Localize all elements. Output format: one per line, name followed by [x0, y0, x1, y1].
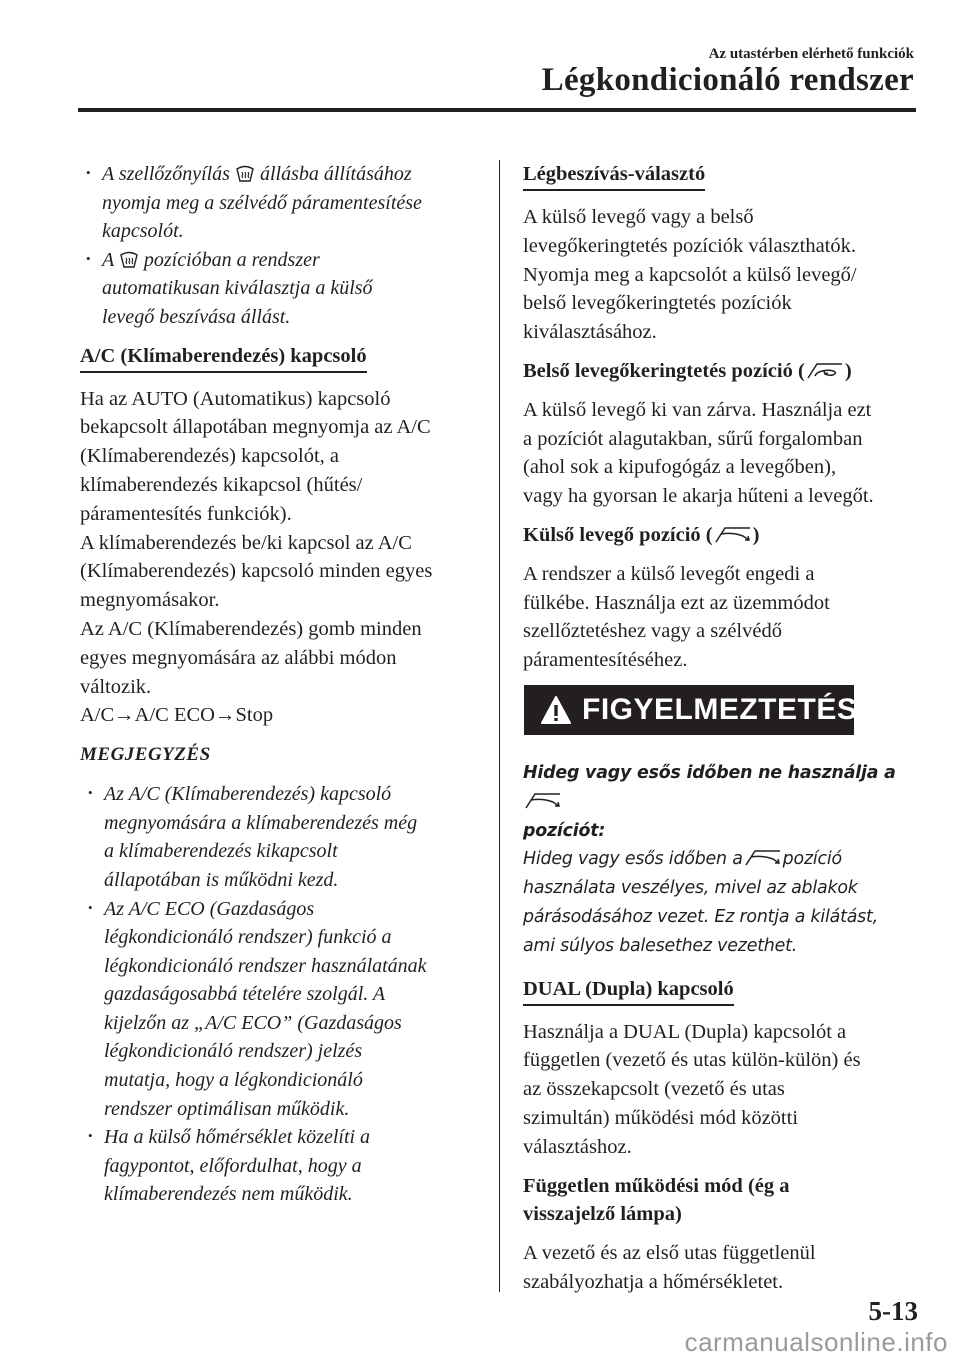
section-label: Az utastérben elérhető funkciók — [708, 46, 914, 62]
ac-switch-heading: A/C (Klímaberendezés) kapcsoló — [80, 342, 367, 373]
ac-paragraph-2: A klímaberendezés be/ki kapcsol az A/C (Klímaberendezés) kapcsoló minden egyes megnyomásakor. — [80, 531, 433, 612]
warning-triangle-icon — [540, 695, 572, 725]
note-item: • Az A/C ECO (Gazdaságos légkondicionáló rendszer) funkció a légkondicionáló rendszer használatának gazdaságosabbá tételére szolgál. A kijelzőn az „A/C ECO” (Gazdaságos légkondicionáló rendszer) jelzés mutatja, hogy a légkondicionáló rendszer optimálisan működik. — [80, 895, 480, 1124]
dual-paragraph: Használja a DUAL (Dupla) kapcsolót a független (vezető és utas külön-külön) és az összekapcsolt (vezető és utas szimultán) működési mód közötti választáshoz. — [523, 1020, 861, 1158]
page-number: 5-13 — [868, 1296, 918, 1326]
outside-air-icon — [743, 847, 783, 867]
note-list — [80, 780, 480, 1209]
recirculation-heading: Belső levegőkeringtetés pozíció ( ) — [523, 359, 852, 382]
intake-selector-heading: Légbeszívás-választó — [523, 160, 705, 191]
intake-paragraph: A külső levegő vagy a belső levegőkeringtetés pozíciók választhatók. Nyomja meg a kapcsolót a külső levegő/ belső levegőkeringtetés pozíciók kiválasztásához. — [523, 206, 857, 344]
outside-air-icon — [523, 790, 563, 810]
warning-title: Hideg vagy esős időben ne használja a pozíciót: — [523, 762, 896, 841]
warning-banner — [524, 685, 858, 735]
independent-mode-heading: Független működési mód (ég a visszajelző lámpa) — [523, 1174, 790, 1226]
warning-body: Hideg vagy esős időben a pozíció használata veszélyes, mivel az ablakok párásodásához vezet. Ez rontja a kilátást, ami súlyos balesethez vezethet. — [523, 849, 878, 956]
outside-air-heading: Külső levegő pozíció ( ) — [523, 523, 760, 546]
ac-paragraph-3: Az A/C (Klímaberendezés) gomb minden egyes megnyomására az alábbi módon változik. — [80, 617, 422, 698]
note-item: • Ha a külső hőmérséklet közelíti a fagypontot, előfordulhat, hogy a klímaberendezés nem működik. — [80, 1123, 480, 1209]
windshield-defroster-icon — [119, 251, 139, 269]
warning-label: FIGYELMEZTETÉS — [582, 692, 858, 726]
note-title: MEGJEGYZÉS — [80, 744, 211, 766]
ac-sequence: A/C→A/C ECO→Stop — [80, 704, 274, 727]
watermark: carmanualsonline.info — [684, 1327, 948, 1357]
outside-air-paragraph: A rendszer a külső levegőt engedi a fülkébe. Használja ezt az üzemmódot szellőztetéshez vagy a szélvédő páramentesítéséhez. — [523, 562, 830, 672]
windshield-defroster-icon — [235, 165, 255, 183]
recirculation-paragraph: A külső levegő ki van zárva. Használja ezt a pozíciót alagutakban, sűrű forgalomban (ahol sok a kipufogógáz a levegőben), vagy ha gyorsan le akarja hűteni a levegőt. — [523, 398, 874, 508]
recirculation-icon — [805, 360, 845, 380]
outside-air-icon — [713, 524, 753, 544]
right-column — [523, 160, 918, 1307]
bullet-auto-outside: • A pozícióban a rendszer automatikusan kiválasztja a külső levegő beszívása állást. — [80, 246, 480, 332]
dual-switch-heading: DUAL (Dupla) kapcsoló — [523, 975, 734, 1006]
column-divider — [499, 160, 500, 1292]
ac-paragraph-1: Ha az AUTO (Automatikus) kapcsoló bekapcsolt állapotában megnyomja az A/C (Klímaberendezés) kapcsolót, a klímaberendezés kikapcsol (hűtés/ páramentesítés funkciók). — [80, 387, 431, 525]
left-column — [80, 160, 480, 1209]
bullet-defroster-vent: • A szellőzőnyílás állásba állításához nyomja meg a szélvédő páramentesítése kapcsolót. — [80, 160, 480, 246]
page-title: Légkondicionáló rendszer — [541, 62, 914, 98]
note-item: • Az A/C (Klímaberendezés) kapcsoló megnyomására a klímaberendezés még a klímaberendezés kikapcsolt állapotában is működni kezd. — [80, 780, 480, 894]
independent-mode-paragraph: A vezető és az első utas függetlenül szabályozhatja a hőmérsékletet. — [523, 1242, 816, 1293]
header-rule — [78, 108, 916, 112]
